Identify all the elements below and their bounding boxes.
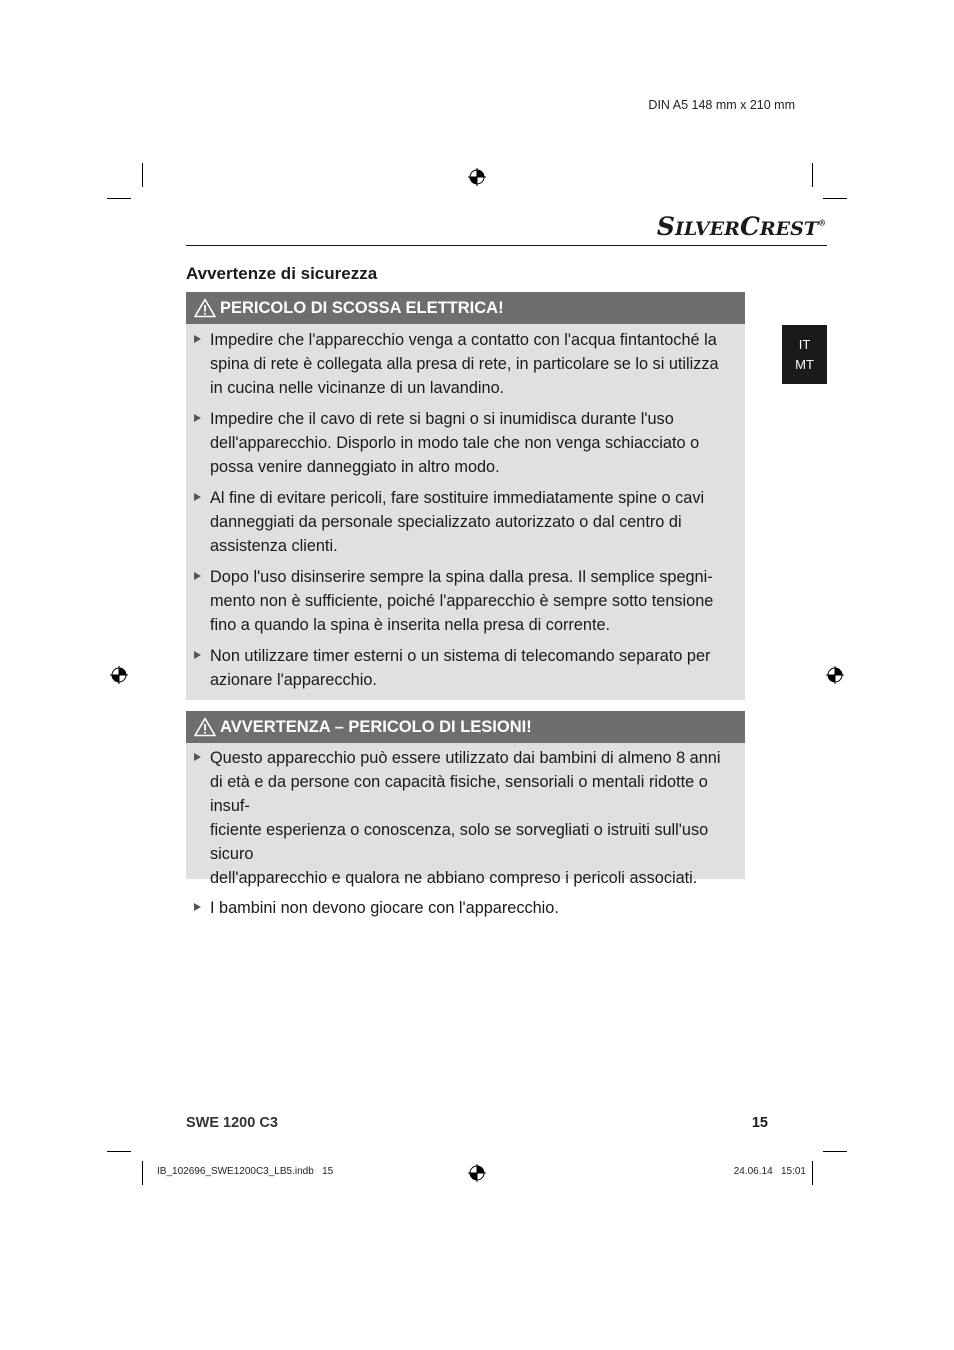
registration-mark-icon	[110, 666, 128, 684]
list-item: Dopo l'uso disinserire sempre la spina dalla presa. Il semplice spegni- mento non è sufficiente, poiché l'apparecchio è sempre sotto tensione fino a quando la spina è inserita nella presa di corrente.	[194, 565, 737, 637]
crop-mark	[107, 198, 131, 199]
list-item: I bambini non devono giocare con l'apparecchio.	[194, 896, 737, 920]
registration-mark-icon	[826, 666, 844, 684]
section-title: Avvertenze di sicurezza	[186, 264, 378, 283]
list-item: Non utilizzare timer esterni o un sistema di telecomando separato per azionare l'apparecchio.	[194, 644, 737, 692]
bullet-arrow-icon	[194, 572, 201, 580]
crop-mark	[823, 1151, 847, 1152]
registration-mark-icon	[468, 1164, 486, 1182]
brand-logo: SILVERCREST®	[656, 212, 826, 241]
bullet-arrow-icon	[194, 903, 201, 911]
warning-box-injury	[186, 711, 745, 917]
crop-mark	[107, 1151, 131, 1152]
crop-mark	[812, 1161, 813, 1185]
crop-mark	[812, 163, 813, 187]
warning-triangle-icon	[194, 717, 216, 737]
print-slug-date: 24.06.14 15:01	[733, 1166, 806, 1177]
header-rule	[186, 245, 827, 246]
print-slug-file: IB_102696_SWE1200C3_LB5.indb 15	[157, 1166, 334, 1177]
bullet-arrow-icon	[194, 651, 201, 659]
language-tab	[782, 325, 827, 384]
footer-model: SWE 1200 C3	[186, 1115, 278, 1131]
crop-mark	[823, 198, 847, 199]
page-number: 15	[751, 1115, 768, 1131]
list-item: Al fine di evitare pericoli, fare sostituire immediatamente spine o cavi danneggiati da personale specializzato autorizzato o dal centro di assistenza clienti.	[194, 486, 737, 558]
language-code: IT	[798, 337, 811, 352]
list-item: Questo apparecchio può essere utilizzato dai bambini di almeno 8 anni di età e da persone con capacità fisiche, sensoriali o mentali ridotte o insuf- ficiente esperienza o conoscenza, solo se sorvegliati o istruiti sull'uso sicuro dell'apparecchio e qualora ne abbiano compreso i pericoli associati.	[194, 746, 737, 890]
format-note: DIN A5 148 mm x 210 mm	[648, 98, 795, 112]
warning-heading: AVVERTENZA – PERICOLO DI LESIONI!	[186, 711, 745, 743]
bullet-arrow-icon	[194, 753, 201, 761]
warning-heading: PERICOLO DI SCOSSA ELETTRICA!	[186, 292, 745, 324]
warning-triangle-icon	[194, 298, 216, 318]
list-item: Impedire che il cavo di rete si bagni o si inumidisca durante l'uso dell'apparecchio. Disporlo in modo tale che non venga schiacciato o possa venire danneggiato in altro modo.	[194, 407, 737, 479]
registration-mark-icon	[468, 168, 486, 186]
crop-mark	[142, 1161, 143, 1185]
list-item: Impedire che l'apparecchio venga a contatto con l'acqua fintantoché la spina di rete è collegata alla presa di rete, in particolare se lo si utilizza in cucina nelle vicinanze di un lavandino.	[194, 328, 737, 400]
crop-mark	[142, 163, 143, 187]
bullet-arrow-icon	[194, 493, 201, 501]
warning-box-electric-shock	[186, 292, 745, 700]
bullet-arrow-icon	[194, 335, 201, 343]
bullet-arrow-icon	[194, 414, 201, 422]
language-code: MT	[795, 357, 814, 372]
